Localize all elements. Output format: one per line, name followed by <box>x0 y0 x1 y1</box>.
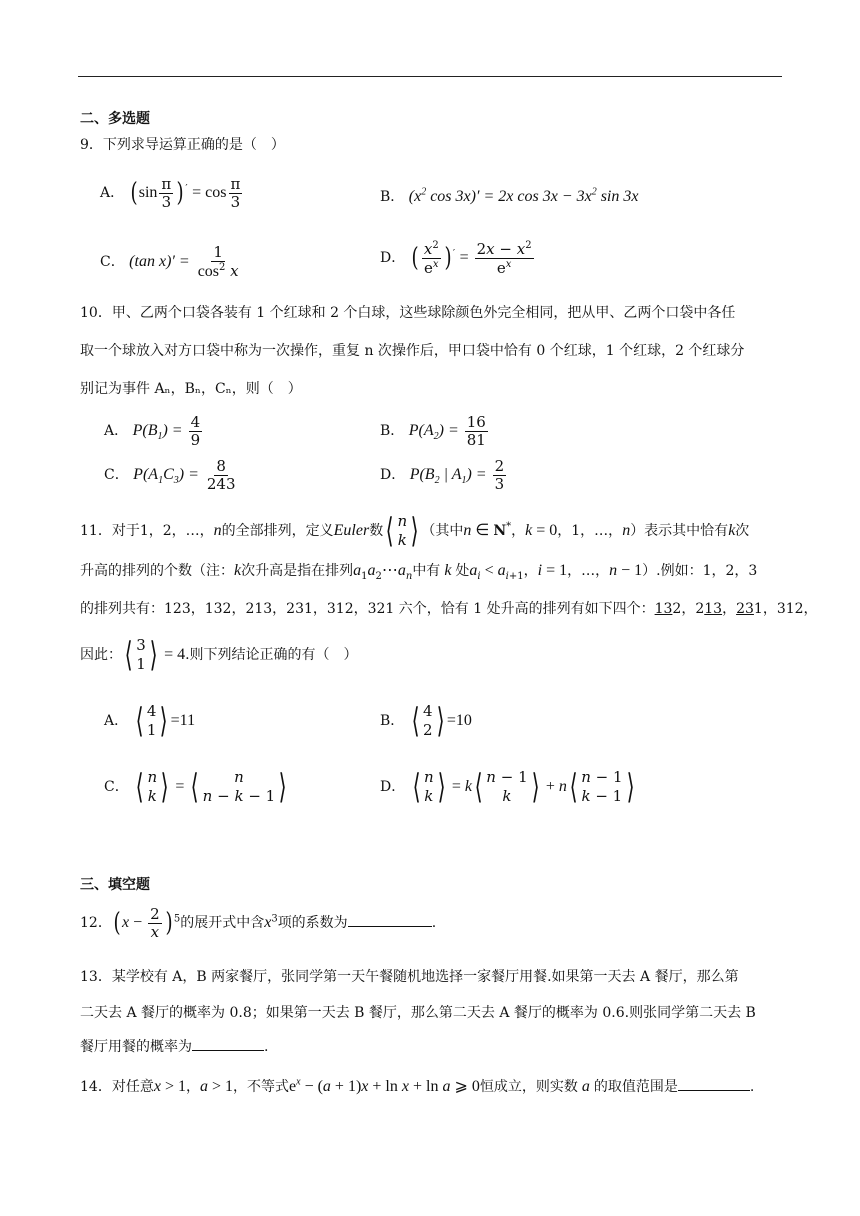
q10-option-d[interactable]: D． $P(B_2$ | $A_1$) = $\frac{2}{3}$ <box>380 457 505 493</box>
q9-option-b[interactable]: B． ($x^2$ cos 3x)′ = 2x $\cos 3x - 3x^2$ sin 3x <box>380 186 639 205</box>
q9-option-a[interactable]: A． (sin $\frac{\pi}{3}$ ) ′ = cos $\frac{\pi}{3}$ <box>100 175 241 211</box>
q11-option-c[interactable]: C． ⟨ n k ⟩ = ⟨ n n − k − 1 ⟩ <box>104 766 287 807</box>
top-rule <box>78 76 782 77</box>
q11-option-d[interactable]: D． ⟨ n k ⟩ = k⟨ n − 1 k ⟩ + n⟨ n − 1 k − 1 ⟩ <box>380 766 635 807</box>
q12-answer-blank[interactable] <box>348 912 432 927</box>
q9-option-c[interactable]: C． (tan x)′ = $\frac{1}{\cos^2 x}$ <box>100 243 239 280</box>
q11-option-a[interactable]: A． ⟨ 4 1 ⟩ =11 <box>104 700 196 741</box>
q14-line: 14．对任意x > 1，a > 1，不等式$e^x - (a + 1)x + \ln x + \ln a$ ⩾ 0恒成立，则实数 a 的取值范围是 . <box>80 1076 755 1095</box>
q10-line-2: 取一个球放入对方口袋中称为一次操作，重复 n 次操作后，甲口袋中恰有 0 个红球，1 个红球，2 个红球分 <box>80 343 745 359</box>
q14-answer-blank[interactable] <box>678 1076 750 1091</box>
q12-line: 12．(x − $\frac{2}{x}$ ) $^5$的展开式中含$x^3$项的系数为 . <box>80 905 437 941</box>
q11-line-3: 的排列共有：123，132，213，231，312，321 六个，恰有 1 处升高的排列有如下四个：132，213，231，312， <box>80 601 818 617</box>
q10-line-3: 别记为事件 Aₙ，Bₙ，Cₙ，则（ ） <box>80 381 302 397</box>
q11-line-1: 11．对于1，2，…，n的全部排列，定义Euler数⟨ n k ⟩ （其中n ∈ N*，k = 0，1，…，n）表示其中恰有k次 <box>80 510 750 551</box>
q11-option-b[interactable]: B． ⟨ 4 2 ⟩ =10 <box>380 700 472 741</box>
q9-stem: 9．下列求导运算正确的是（ ） <box>80 137 285 153</box>
q10-line-1: 10．甲、乙两个口袋各装有 1 个红球和 2 个白球，这些球除颜色外完全相同，把从甲、乙两个口袋中各任 <box>80 305 736 321</box>
q13-answer-blank[interactable] <box>192 1036 264 1051</box>
q10-option-c[interactable]: C． $P(A_1C_3)$ = $\frac{8}{243}$ <box>104 457 236 493</box>
section-title-multiple-choice: 二、多选题 <box>80 111 150 127</box>
q9-option-d[interactable]: D． ( $\frac{x^2}{e^x}$ ) ′ = $\frac{2x - x^2}{e^x}$ <box>380 240 532 277</box>
q10-option-b[interactable]: B． $P(A_2)$ = $\frac{16}{81}$ <box>380 413 486 449</box>
q11-line-4: 因此：⟨ 3 1 ⟩ = 4.则下列结论正确的有（ ） <box>80 634 358 675</box>
q13-line-2: 二天去 A 餐厅的概率为 0.8；如果第一天去 B 餐厅，那么第二天去 A 餐厅的概率为 0.6.则张同学第二天去 B <box>80 1005 756 1021</box>
q11-line-2: 升高的排列的个数（注：k次升高是指在排列$a_1a_2\cdots a_n$中有 k 处$a_i < a_{i+1}$，i = 1，…，n − 1）.例如：1，2，3 <box>80 562 758 582</box>
q13-line-3: 餐厅用餐的概率为 . <box>80 1036 268 1056</box>
section-title-fill-in: 三、填空题 <box>80 877 150 893</box>
q13-line-1: 13．某学校有 A，B 两家餐厅，张同学第一天午餐随机地选择一家餐厅用餐.如果第一天去 A 餐厅，那么第 <box>80 969 739 985</box>
q10-option-a[interactable]: A． $P(B_1)$ = $\frac{4}{9}$ <box>104 413 201 449</box>
